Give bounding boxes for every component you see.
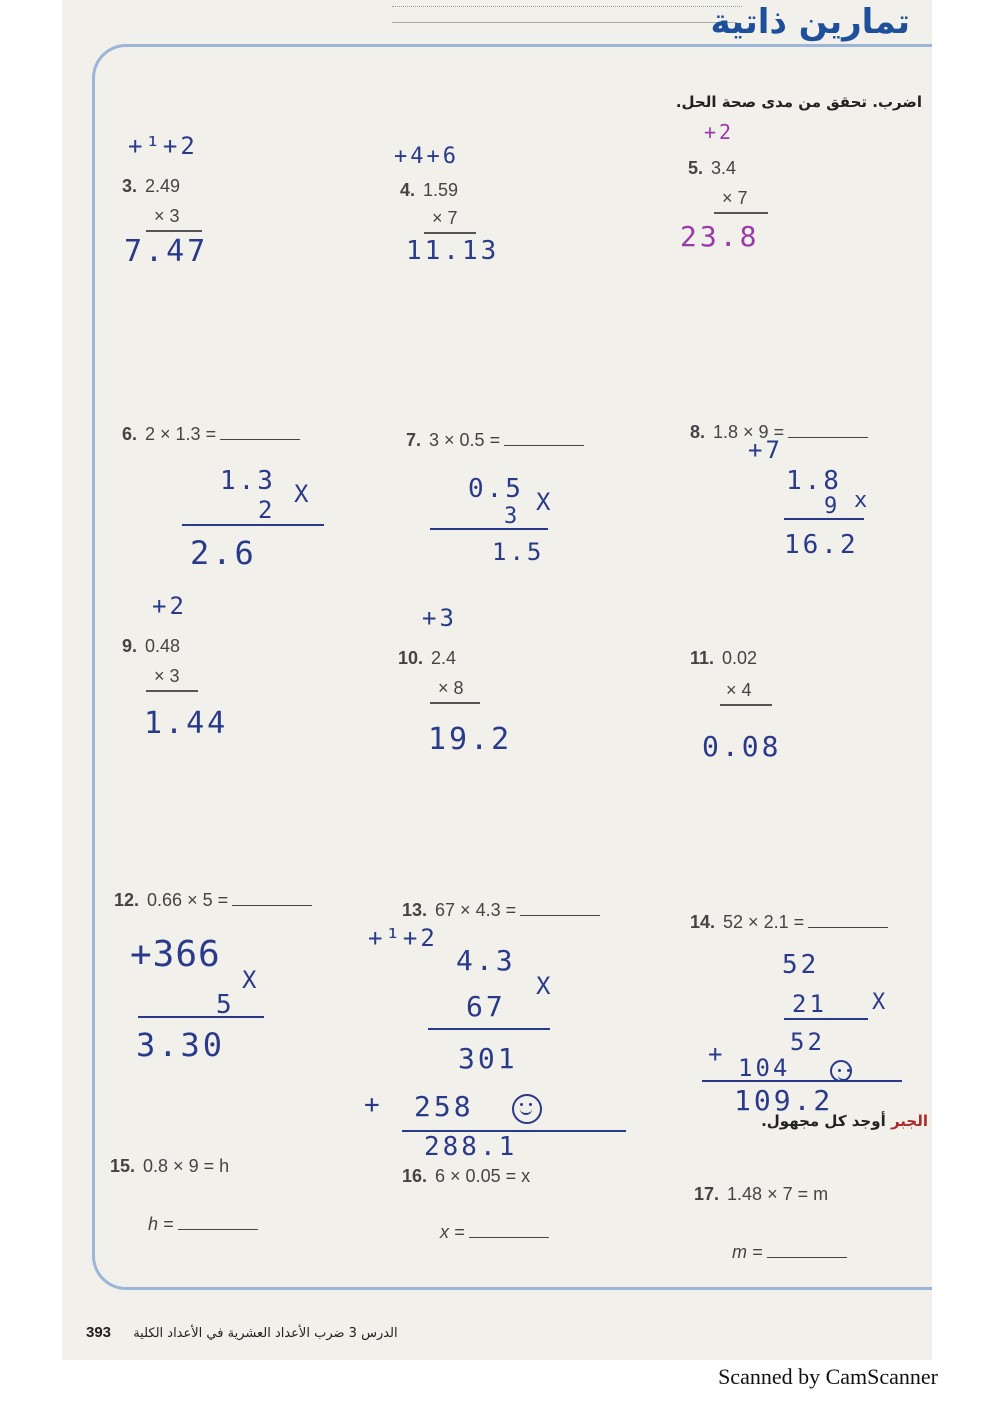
algebra-text: أوجد كل مجهول. (761, 1112, 886, 1130)
page-footer (86, 1324, 398, 1341)
exercise-15 (110, 1156, 229, 1177)
hw-8-bottom: 9 (824, 494, 841, 519)
exercise-15-answer (148, 1214, 258, 1235)
exercise-4-rule (424, 232, 476, 234)
exercise-5-rule (714, 212, 768, 214)
hw-10-carry: +3 (422, 604, 457, 632)
hw-8-top: 1.8 (786, 466, 842, 496)
hw-12-answer: 3.30 (136, 1026, 226, 1064)
exercise-number: 4. (400, 180, 416, 200)
top-operand: 0.48 (145, 636, 181, 656)
hw-4-carry: +4+6 (394, 144, 459, 169)
hw-14-answer: 109.2 (734, 1084, 834, 1117)
hw-8-times: x (854, 488, 871, 513)
hw-5-carry: +2 (704, 120, 735, 144)
top-operand: 2.49 (145, 176, 181, 196)
exercise-number: 8. (690, 422, 706, 442)
answer-blank[interactable] (232, 891, 312, 906)
page-title: تمارين ذاتية (710, 2, 910, 42)
exercise-17-answer (732, 1242, 847, 1263)
exercise-7 (406, 430, 584, 451)
hw-14-top: 52 (782, 950, 820, 980)
hw-14-plus: + (708, 1040, 726, 1068)
hw-8-rule (784, 518, 864, 520)
hw-8-answer: 16.2 (784, 530, 859, 560)
hw-3-carry: +¹+2 (128, 132, 198, 160)
hw-4-answer: 11.13 (406, 236, 500, 266)
expression: 0.8 × 9 = h (143, 1156, 230, 1176)
hw-13-answer: 288.1 (424, 1132, 518, 1162)
expression: 6 × 0.05 = x (435, 1166, 531, 1186)
hw-8-carry: +7 (748, 436, 783, 464)
hw-12-bottom: 5 (216, 990, 235, 1020)
worksheet-page (62, 0, 932, 1360)
hw-14-partial-2: 104 (738, 1054, 791, 1082)
exercise-17 (694, 1184, 828, 1205)
answer-blank[interactable] (504, 431, 584, 446)
hw-6-answer: 2.6 (190, 534, 257, 572)
exercise-4 (400, 180, 458, 201)
exercise-9 (122, 636, 180, 657)
expression: 2 × 1.3 = (145, 424, 217, 444)
top-operand: 2.4 (431, 648, 457, 668)
hw-14-bottom: 21 (792, 990, 827, 1018)
hw-12-times: X (242, 966, 260, 994)
exercise-number: 5. (688, 158, 704, 178)
answer-blank[interactable] (788, 423, 868, 438)
header-dotted-line (392, 6, 742, 7)
hw-12-top: +366 (130, 934, 221, 975)
answer-blank[interactable] (220, 425, 300, 440)
hw-3-answer: 7.47 (124, 234, 209, 269)
hw-10-answer: 19.2 (428, 722, 513, 757)
hw-7-times: X (536, 488, 554, 516)
top-operand: 0.02 (722, 648, 758, 668)
top-operand: 1.59 (423, 180, 459, 200)
hw-13-carry: +¹+2 (368, 924, 438, 952)
exercise-number: 12. (114, 890, 140, 910)
top-operand: 3.4 (711, 158, 737, 178)
exercise-13 (402, 900, 600, 921)
hw-11-answer: 0.08 (702, 730, 782, 763)
exercise-14 (690, 912, 888, 933)
exercise-5 (688, 158, 736, 179)
hw-14-rule-2 (702, 1080, 902, 1082)
circled-zero-icon (830, 1060, 852, 1082)
answer-label: h = (148, 1214, 174, 1234)
exercise-number: 11. (690, 648, 715, 668)
exercise-number: 3. (122, 176, 138, 196)
hw-7-rule (430, 528, 548, 530)
exercise-number: 7. (406, 430, 422, 450)
expression: 0.66 × 5 = (147, 890, 229, 910)
hw-13-top: 4.3 (456, 944, 516, 977)
hw-12-rule (138, 1016, 264, 1018)
hw-9-answer: 1.44 (144, 706, 229, 741)
expression: 1.48 × 7 = m (727, 1184, 829, 1204)
hw-13-bottom: 67 (466, 990, 506, 1023)
instruction-text: اضرب. تحقق من مدى صحة الحل. (675, 93, 922, 111)
hw-14-rule (784, 1018, 868, 1020)
header-rule (392, 22, 737, 23)
exercise-3 (122, 176, 180, 197)
hw-9-carry: +2 (152, 592, 187, 620)
exercise-number: 10. (398, 648, 424, 668)
answer-blank[interactable] (178, 1215, 258, 1230)
answer-blank[interactable] (767, 1243, 847, 1258)
hw-13-plus: + (364, 1090, 383, 1120)
exercise-11 (690, 648, 757, 669)
hw-14-times: X (872, 990, 889, 1015)
exercise-number: 15. (110, 1156, 136, 1176)
hw-6-top: 1.3 (220, 466, 276, 496)
hw-14-partial-1: 52 (790, 1028, 825, 1056)
exercise-5-multiplier: × 7 (722, 188, 748, 208)
exercise-16 (402, 1166, 530, 1187)
exercise-3-multiplier: × 3 (154, 206, 180, 226)
exercise-10-multiplier: × 8 (438, 678, 464, 698)
hw-6-bottom: 2 (258, 496, 276, 524)
answer-label: x = (440, 1222, 465, 1242)
exercise-11-multiplier: × 4 (726, 680, 752, 700)
expression: 52 × 2.1 = (723, 912, 805, 932)
exercise-16-answer (440, 1222, 549, 1243)
answer-blank[interactable] (520, 901, 600, 916)
exercise-9-rule (146, 690, 198, 692)
hw-6-rule (182, 524, 324, 526)
exercise-number: 9. (122, 636, 138, 656)
hw-7-top: 0.5 (468, 474, 524, 504)
exercise-6 (122, 424, 300, 445)
answer-label: m = (732, 1242, 763, 1262)
hw-13-times: X (536, 972, 554, 1000)
exercise-number: 6. (122, 424, 138, 444)
exercise-10 (398, 648, 456, 669)
algebra-tag: الجبر (890, 1112, 928, 1130)
exercise-3-rule (146, 230, 202, 232)
expression: 3 × 0.5 = (429, 430, 501, 450)
smiley-icon (512, 1094, 542, 1124)
exercise-12 (114, 890, 312, 911)
exercise-number: 14. (690, 912, 716, 932)
exercise-11-rule (720, 704, 772, 706)
hw-7-answer: 1.5 (492, 538, 545, 566)
exercise-number: 17. (694, 1184, 720, 1204)
answer-blank[interactable] (808, 913, 888, 928)
hw-13-rule (428, 1028, 550, 1030)
exercise-10-rule (430, 702, 480, 704)
hw-5-answer: 23.8 (680, 220, 760, 253)
scanner-watermark: Scanned by CamScanner (718, 1364, 938, 1389)
page-number: 393 (86, 1324, 112, 1341)
exercise-number: 13. (402, 900, 428, 920)
answer-blank[interactable] (469, 1223, 549, 1238)
lesson-title: الدرس 3 ضرب الأعداد العشرية في الأعداد الكلية (133, 1326, 398, 1341)
expression: 1.8 × 9 = (713, 422, 785, 442)
exercise-9-multiplier: × 3 (154, 666, 180, 686)
hw-13-partial-1: 301 (458, 1042, 518, 1075)
exercise-number: 16. (402, 1166, 428, 1186)
expression: 67 × 4.3 = (435, 900, 517, 920)
hw-7-bottom: 3 (504, 504, 521, 529)
exercise-4-multiplier: × 7 (432, 208, 458, 228)
hw-6-times: X (294, 480, 312, 508)
hw-13-partial-2: 258 (414, 1090, 474, 1123)
